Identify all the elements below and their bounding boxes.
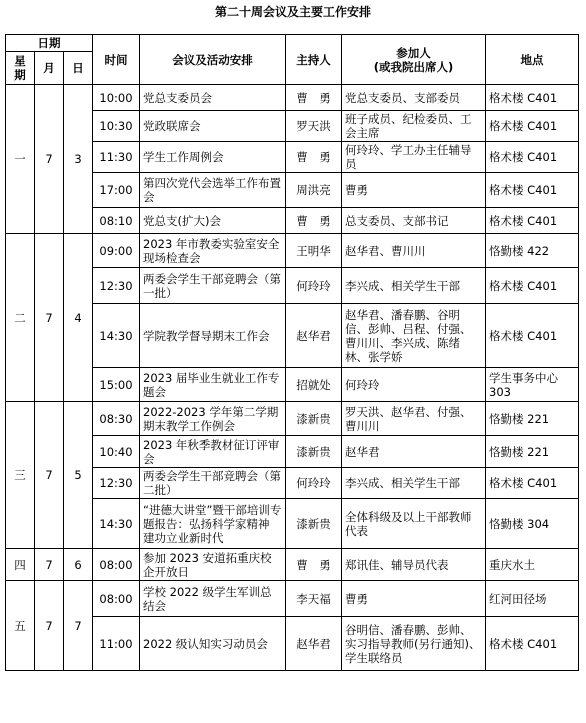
weekday-cell: 四 bbox=[6, 549, 35, 581]
month-cell: 7 bbox=[35, 234, 64, 402]
page-title: 第二十周会议及主要工作安排 bbox=[214, 5, 371, 19]
location-cell: 格术楼 C401 bbox=[486, 208, 579, 234]
month-cell: 7 bbox=[35, 581, 64, 671]
header-weekday bbox=[6, 52, 35, 85]
attendees-cell: 全体科级及以上干部教师代表 bbox=[342, 499, 486, 549]
location-cell: 格术楼 C401 bbox=[486, 468, 579, 499]
location-cell: 格术楼 C401 bbox=[486, 85, 579, 111]
host-cell: 招就处 bbox=[286, 368, 342, 402]
attendees-cell: 总支委员、支部书记 bbox=[342, 208, 486, 234]
host-cell: 赵华君 bbox=[286, 304, 342, 368]
header-time: 时间 bbox=[93, 35, 140, 85]
host-cell: 何玲玲 bbox=[286, 468, 342, 499]
attendees-cell: 李兴成、相关学生干部 bbox=[342, 468, 486, 499]
attendees-cell: 党总支委员、支部委员 bbox=[342, 85, 486, 111]
time-cell: 08:30 bbox=[93, 402, 140, 436]
host-cell: 何玲玲 bbox=[286, 268, 342, 304]
host-cell: 李天福 bbox=[286, 581, 342, 617]
weekday-cell: 五 bbox=[6, 581, 35, 671]
location-cell: 恪勤楼 221 bbox=[486, 436, 579, 468]
host-cell: 罗天洪 bbox=[286, 111, 342, 142]
day-cell: 6 bbox=[64, 549, 93, 581]
activity-cell: 党总支(扩大)会 bbox=[140, 208, 286, 234]
month-cell: 7 bbox=[35, 402, 64, 549]
activity-cell: 两委会学生干部竞聘会（第二批） bbox=[140, 468, 286, 499]
attendees-cell: 李兴成、相关学生干部 bbox=[342, 268, 486, 304]
table-row bbox=[6, 581, 579, 617]
attendees-cell: 郑讯佳、辅导员代表 bbox=[342, 549, 486, 581]
location-cell: 格术楼 C401 bbox=[486, 617, 579, 671]
host-cell: 漆新贵 bbox=[286, 402, 342, 436]
time-cell: 11:30 bbox=[93, 142, 140, 173]
location-cell: 格术楼 C401 bbox=[486, 142, 579, 173]
header-host: 主持人 bbox=[286, 35, 342, 85]
day-cell: 3 bbox=[64, 85, 93, 234]
header-date-group: 日期 bbox=[6, 35, 93, 52]
header-attendees bbox=[342, 35, 486, 85]
time-cell: 08:00 bbox=[93, 581, 140, 617]
time-cell: 11:00 bbox=[93, 617, 140, 671]
time-cell: 14:30 bbox=[93, 304, 140, 368]
header-month: 月 bbox=[35, 52, 64, 85]
location-cell: 重庆水土 bbox=[486, 549, 579, 581]
location-cell: 格术楼 C401 bbox=[486, 111, 579, 142]
activity-cell: 两委会学生干部竞聘会（第一批） bbox=[140, 268, 286, 304]
host-cell: 曹 勇 bbox=[286, 549, 342, 581]
activity-cell: “进德大讲堂”暨干部培训专题报告：弘扬科学家精神 建功立业新时代 bbox=[140, 499, 286, 549]
activity-cell: 2022 级认知实习动员会 bbox=[140, 617, 286, 671]
host-cell: 曹 勇 bbox=[286, 142, 342, 173]
location-cell: 格术楼 C401 bbox=[486, 268, 579, 304]
table-row bbox=[6, 85, 579, 111]
time-cell: 17:00 bbox=[93, 173, 140, 208]
location-cell: 格术楼 C401 bbox=[486, 173, 579, 208]
activity-cell: 2023 年秋季教材征订评审会 bbox=[140, 436, 286, 468]
header-location: 地点 bbox=[486, 35, 579, 85]
attendees-cell: 赵华君、潘春鹏、谷明信、彭帅、吕程、付强、曹川川、李兴成、陈绪林、张学娇 bbox=[342, 304, 486, 368]
attendees-cell: 何玲玲 bbox=[342, 368, 486, 402]
location-cell: 恪勤楼 221 bbox=[486, 402, 579, 436]
schedule-table bbox=[5, 34, 579, 671]
location-cell: 红河田径场 bbox=[486, 581, 579, 617]
month-cell: 7 bbox=[35, 549, 64, 581]
attendees-cell: 曹勇 bbox=[342, 581, 486, 617]
time-cell: 12:30 bbox=[93, 268, 140, 304]
time-cell: 08:10 bbox=[93, 208, 140, 234]
table-row bbox=[6, 234, 579, 268]
host-cell: 周洪亮 bbox=[286, 173, 342, 208]
host-cell: 曹 勇 bbox=[286, 85, 342, 111]
day-cell: 7 bbox=[64, 581, 93, 671]
attendees-cell: 罗天洪、赵华君、付强、曹川川 bbox=[342, 402, 486, 436]
attendees-cell: 何玲玲、学工办主任辅导员 bbox=[342, 142, 486, 173]
location-cell: 格术楼 C401 bbox=[486, 304, 579, 368]
day-cell: 5 bbox=[64, 402, 93, 549]
attendees-cell: 班子成员、纪检委员、工会主席 bbox=[342, 111, 486, 142]
time-cell: 15:00 bbox=[93, 368, 140, 402]
header-attendees-line2: (或我院出席人) bbox=[373, 59, 454, 74]
host-cell: 曹 勇 bbox=[286, 208, 342, 234]
weekday-cell: 一 bbox=[6, 85, 35, 234]
activity-cell: 2023 年市教委实验室安全现场检查会 bbox=[140, 234, 286, 268]
attendees-cell: 谷明信、潘春鹏、彭帅、实习指导教师(另行通知)、学生联络员 bbox=[342, 617, 486, 671]
attendees-cell: 赵华君 bbox=[342, 436, 486, 468]
activity-cell: 学校 2022 级学生军训总结会 bbox=[140, 581, 286, 617]
attendees-cell: 曹勇 bbox=[342, 173, 486, 208]
host-cell: 赵华君 bbox=[286, 617, 342, 671]
day-cell: 4 bbox=[64, 234, 93, 402]
attendees-cell: 赵华君、曹川川 bbox=[342, 234, 486, 268]
location-cell: 恪勤楼 304 bbox=[486, 499, 579, 549]
header-row-1 bbox=[6, 35, 579, 52]
activity-cell: 参加 2023 安道拓重庆校企开放日 bbox=[140, 549, 286, 581]
table-row bbox=[6, 402, 579, 436]
schedule-body bbox=[6, 85, 579, 671]
host-cell: 王明华 bbox=[286, 234, 342, 268]
header-attendees-line1: 参加人 bbox=[396, 45, 431, 60]
location-cell: 学生事务中心 303 bbox=[486, 368, 579, 402]
activity-cell: 党政联席会 bbox=[140, 111, 286, 142]
activity-cell: 学院教学督导期末工作会 bbox=[140, 304, 286, 368]
time-cell: 14:30 bbox=[93, 499, 140, 549]
weekday-cell: 二 bbox=[6, 234, 35, 402]
weekday-cell: 三 bbox=[6, 402, 35, 549]
activity-cell: 党总支委员会 bbox=[140, 85, 286, 111]
time-cell: 10:00 bbox=[93, 85, 140, 111]
activity-cell: 2022-2023 学年第二学期期末教学工作例会 bbox=[140, 402, 286, 436]
time-cell: 12:30 bbox=[93, 468, 140, 499]
host-cell: 漆新贵 bbox=[286, 436, 342, 468]
activity-cell: 第四次党代会选举工作布置会 bbox=[140, 173, 286, 208]
activity-cell: 2023 届毕业生就业工作专题会 bbox=[140, 368, 286, 402]
time-cell: 09:00 bbox=[93, 234, 140, 268]
header-day: 日 bbox=[64, 52, 93, 85]
header-weekday-text: 星期 bbox=[14, 54, 26, 82]
time-cell: 10:40 bbox=[93, 436, 140, 468]
time-cell: 08:00 bbox=[93, 549, 140, 581]
header-activity: 会议及活动安排 bbox=[140, 35, 286, 85]
month-cell: 7 bbox=[35, 85, 64, 234]
table-row bbox=[6, 549, 579, 581]
location-cell: 恪勤楼 422 bbox=[486, 234, 579, 268]
activity-cell: 学生工作周例会 bbox=[140, 142, 286, 173]
host-cell: 漆新贵 bbox=[286, 499, 342, 549]
time-cell: 10:30 bbox=[93, 111, 140, 142]
